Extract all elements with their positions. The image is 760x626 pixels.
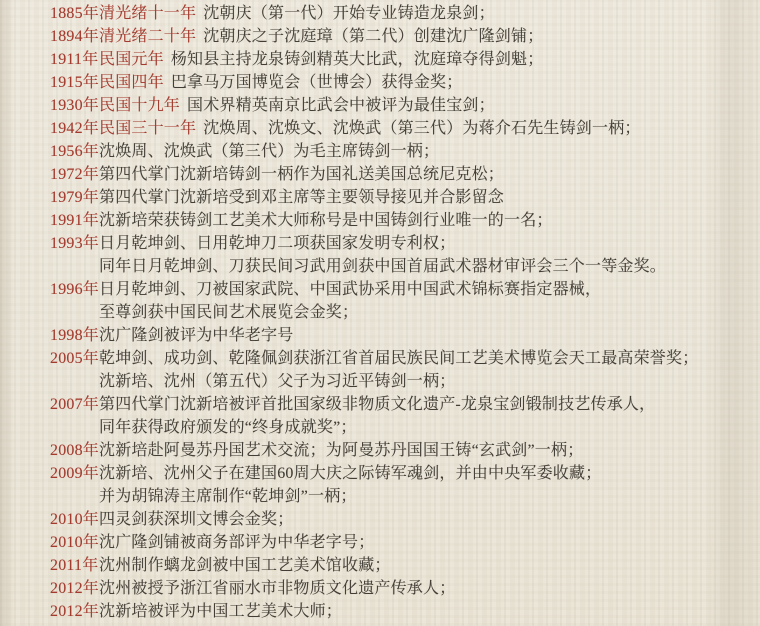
- timeline-row: [50, 301, 750, 324]
- timeline-row: [50, 48, 750, 71]
- entry-text: 巴拿马万国博览会（世博会）获得金奖；: [170, 74, 463, 91]
- entry-text: 沈新培被评为中国工艺美术大师；: [99, 603, 343, 620]
- year-label: 1911年: [50, 51, 99, 68]
- timeline-row: [50, 71, 750, 94]
- entry-text: 沈新培荣获铸剑工艺美术大师称号是中国铸剑行业唯一的一名；: [99, 212, 553, 229]
- timeline-row: [50, 278, 750, 301]
- year-label: 2010年: [50, 511, 100, 528]
- timeline-row: [50, 255, 750, 278]
- era-label: 清光绪十一年: [99, 5, 197, 22]
- entry-text: 沈朝庆之子沈庭璋（第二代）创建沈广隆剑铺；: [203, 28, 544, 45]
- timeline-row: [50, 347, 750, 370]
- timeline-row: [50, 554, 750, 577]
- entry-text: 沈州制作螭龙剑被中国工艺美术馆收藏；: [99, 557, 391, 574]
- year-label: 2010年: [50, 534, 100, 551]
- year-label: 2005年: [50, 350, 100, 367]
- timeline-row: [50, 416, 750, 439]
- entry-text: 沈焕周、沈焕文、沈焕武（第三代）为蒋介石先生铸剑一柄；: [203, 120, 641, 137]
- entry-text: 日月乾坤剑、刀被国家武院、中国武协采用中国武术锦标赛指定器械，: [99, 281, 602, 298]
- entry-text: 四灵剑获深圳文博会金奖；: [99, 511, 294, 528]
- timeline-row: [50, 117, 750, 140]
- year-label: 2007年: [50, 396, 100, 413]
- entry-text: 沈州被授予浙江省丽水市非物质文化遗产传承人；: [99, 580, 456, 597]
- year-label: 1991年: [50, 212, 100, 229]
- timeline-row: [50, 370, 750, 393]
- year-label: 1885年: [50, 5, 100, 22]
- year-label: 2009年: [50, 465, 100, 482]
- timeline-row: [50, 324, 750, 347]
- timeline-row: [50, 393, 750, 416]
- entry-text: 沈焕周、沈焕武（第三代）为毛主席铸剑一柄；: [99, 143, 440, 160]
- timeline-row: [50, 25, 750, 48]
- timeline-row: [50, 232, 750, 255]
- timeline-row: [50, 577, 750, 600]
- entry-text: 杨知县主持龙泉铸剑精英大比武，沈庭璋夺得剑魁；: [170, 51, 544, 68]
- era-label: 民国元年: [99, 51, 164, 68]
- entry-text: 乾坤剑、成功剑、乾隆佩剑获浙江省首届民族民间工艺美术博览会天工最高荣誉奖；: [99, 350, 699, 367]
- timeline-row: [50, 209, 750, 232]
- timeline-row: [50, 462, 750, 485]
- entry-text: 第四代掌门沈新培被评首批国家级非物质文化遗产-龙泉宝剑锻制技艺传承人，: [99, 396, 656, 413]
- timeline-list: [50, 2, 750, 623]
- timeline-row: [50, 163, 750, 186]
- era-label: 民国四年: [99, 74, 164, 91]
- entry-text: 沈朝庆（第一代）开始专业铸造龙泉剑；: [203, 5, 495, 22]
- timeline-row: [50, 94, 750, 117]
- entry-text: 至尊剑获中国民间艺术展览会金奖；: [99, 304, 359, 321]
- year-label: 1894年: [50, 28, 100, 45]
- year-label: 1942年: [50, 120, 100, 137]
- year-label: 1930年: [50, 97, 100, 114]
- year-label: 1996年: [50, 281, 100, 298]
- year-label: 2008年: [50, 442, 100, 459]
- entry-text: 沈新培、沈州父子在建国60周大庆之际铸军魂剑，并由中央军委收藏；: [99, 465, 602, 482]
- year-label: 2012年: [50, 603, 100, 620]
- entry-text: 同年获得政府颁发的“终身成就奖”；: [99, 419, 357, 436]
- timeline-row: [50, 485, 750, 508]
- entry-text: 沈新培、沈州（第五代）父子为习近平铸剑一柄；: [99, 373, 456, 390]
- era-label: 清光绪二十年: [99, 28, 197, 45]
- entry-text: 同年日月乾坤剑、刀获民间习武用剑获中国首届武术器材审评会三个一等金奖。: [99, 258, 667, 275]
- timeline-row: [50, 600, 750, 623]
- era-label: 民国十九年: [99, 97, 181, 114]
- entry-text: 第四代掌门沈新培铸剑一柄作为国礼送美国总统尼克松；: [99, 166, 505, 183]
- timeline-row: [50, 2, 750, 25]
- entry-text: 第四代掌门沈新培受到邓主席等主要领导接见并合影留念: [99, 189, 505, 206]
- timeline-row: [50, 508, 750, 531]
- timeline-row: [50, 439, 750, 462]
- year-label: 1972年: [50, 166, 100, 183]
- entry-text: 沈广隆剑被评为中华老字号: [99, 327, 294, 344]
- year-label: 2011年: [50, 557, 99, 574]
- year-label: 2012年: [50, 580, 100, 597]
- year-label: 1993年: [50, 235, 100, 252]
- year-label: 1915年: [50, 74, 100, 91]
- timeline-row: [50, 140, 750, 163]
- timeline-row: [50, 531, 750, 554]
- year-label: 1998年: [50, 327, 100, 344]
- era-label: 民国三十一年: [99, 120, 197, 137]
- entry-text: 国术界精英南京比武会中被评为最佳宝剑；: [187, 97, 495, 114]
- entry-text: 日月乾坤剑、日用乾坤刀二项获国家发明专利权；: [99, 235, 456, 252]
- timeline-row: [50, 186, 750, 209]
- entry-text: 并为胡锦涛主席制作“乾坤剑”一柄；: [99, 488, 357, 505]
- entry-text: 沈新培赴阿曼苏丹国艺术交流；为阿曼苏丹国国王铸“玄武剑”一柄；: [99, 442, 584, 459]
- year-label: 1956年: [50, 143, 100, 160]
- year-label: 1979年: [50, 189, 100, 206]
- entry-text: 沈广隆剑铺被商务部评为中华老字号；: [99, 534, 375, 551]
